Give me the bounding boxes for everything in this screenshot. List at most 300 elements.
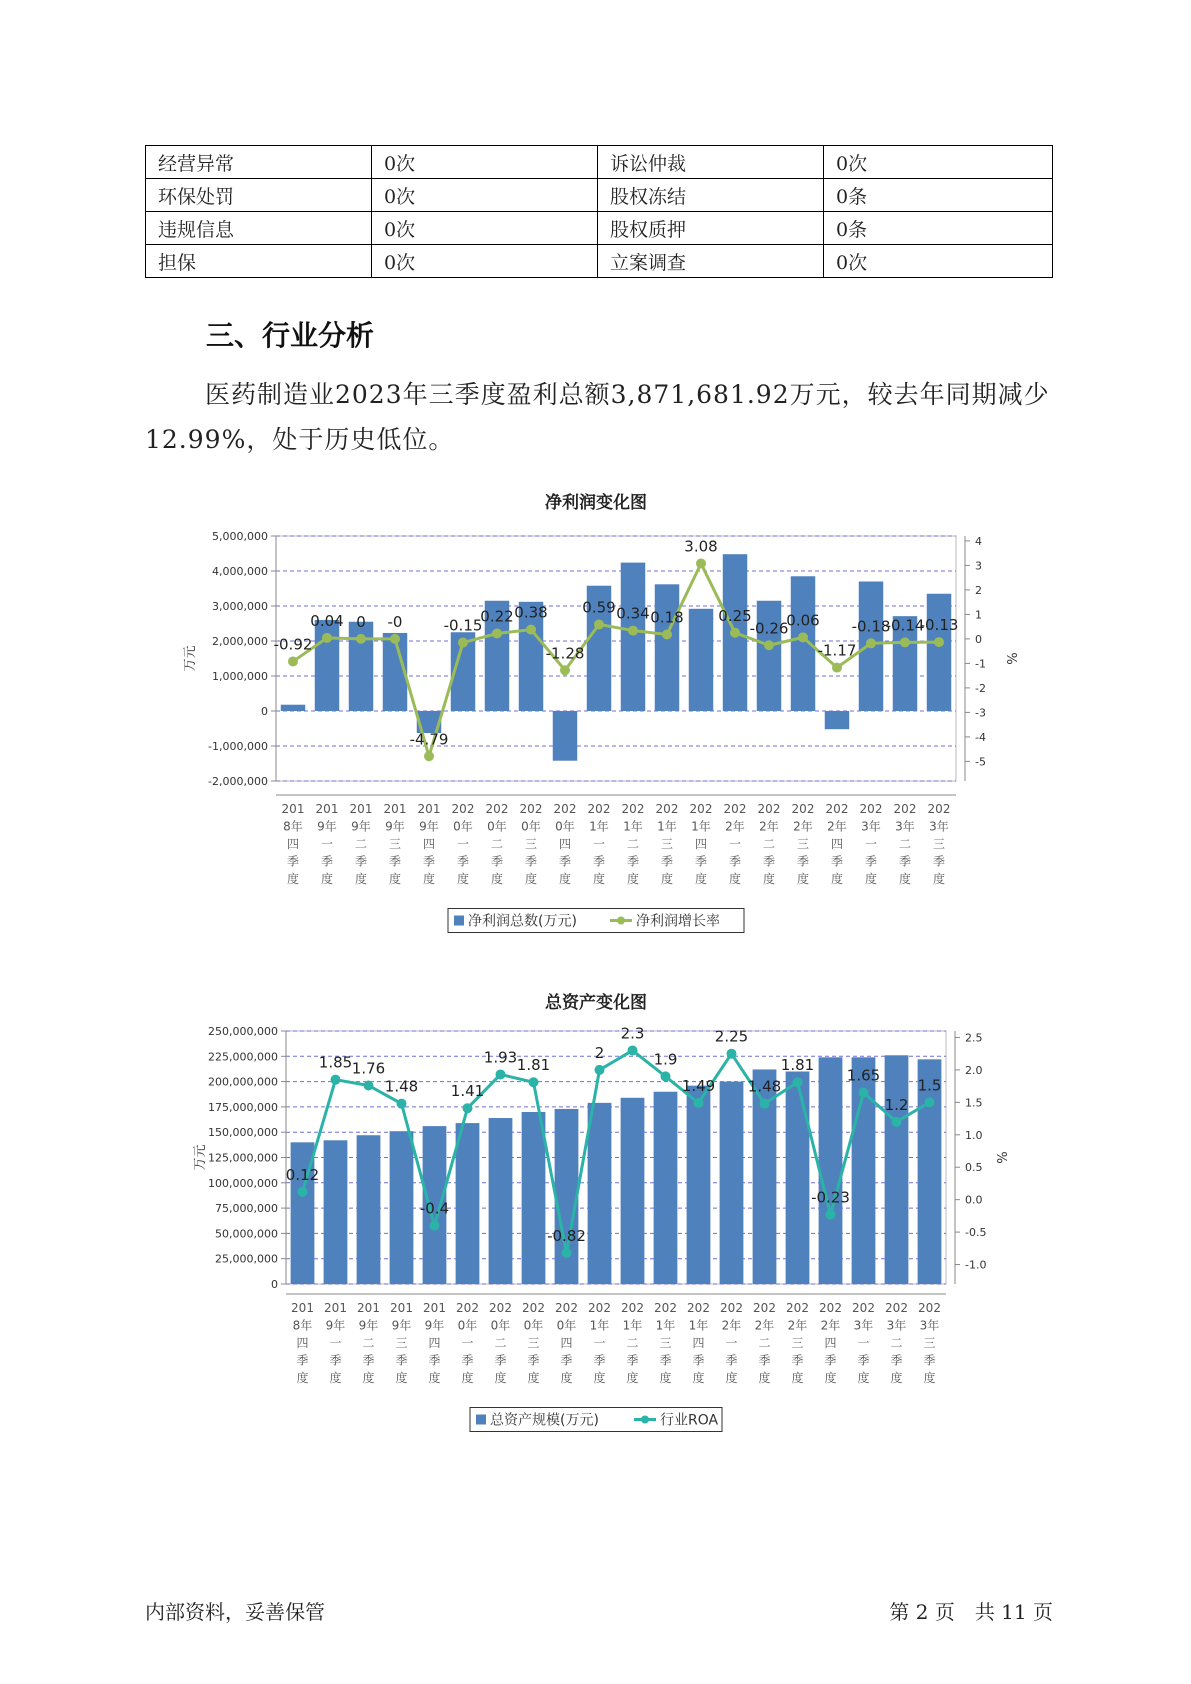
x-tick-label: 季 bbox=[388, 854, 402, 869]
x-tick-label: 202 bbox=[687, 1301, 710, 1315]
y-tick-label: -2,000,000 bbox=[208, 775, 268, 788]
line-point bbox=[458, 638, 468, 648]
data-label: -0.18 bbox=[851, 617, 891, 636]
y-tick-label: 1,000,000 bbox=[212, 670, 268, 683]
x-tick-label: 季 bbox=[286, 854, 300, 869]
x-tick-label: 一 bbox=[728, 837, 742, 851]
x-tick-label: 9年 bbox=[351, 819, 371, 834]
bar bbox=[324, 1140, 348, 1284]
x-tick-label: 季 bbox=[490, 854, 504, 869]
x-tick-label: 1年 bbox=[589, 1318, 610, 1333]
x-tick-label: 202 bbox=[553, 802, 577, 816]
x-tick-label: 2年 bbox=[721, 1318, 742, 1333]
line-point bbox=[832, 663, 842, 673]
x-tick-label: 202 bbox=[587, 802, 611, 816]
x-tick-label: 3年 bbox=[919, 1318, 940, 1333]
line-point bbox=[560, 665, 570, 675]
x-tick-label: 季 bbox=[592, 854, 606, 869]
data-label: -0.26 bbox=[749, 619, 789, 638]
bar bbox=[786, 1071, 810, 1284]
x-tick-label: 季 bbox=[890, 1353, 903, 1368]
x-tick-label: 度 bbox=[692, 1371, 705, 1385]
line-point bbox=[364, 1080, 374, 1090]
y2-tick-label: 4 bbox=[975, 534, 982, 548]
x-tick-label: 1年 bbox=[655, 1318, 676, 1333]
data-label: 0.34 bbox=[616, 604, 650, 623]
risk-item-label: 环保处罚 bbox=[146, 179, 372, 212]
table-row bbox=[146, 179, 1053, 212]
data-label: -0.15 bbox=[443, 616, 483, 635]
x-tick-label: 202 bbox=[786, 1301, 809, 1315]
x-tick-label: 三 bbox=[524, 837, 538, 851]
x-tick-label: 202 bbox=[757, 802, 781, 816]
bar bbox=[757, 601, 781, 711]
line-point bbox=[529, 1077, 539, 1087]
x-tick-label: 季 bbox=[524, 854, 538, 869]
y2-tick-label: 0.5 bbox=[965, 1161, 983, 1175]
table-row bbox=[146, 146, 1053, 179]
line-point bbox=[866, 638, 876, 648]
footer-right: 第 2 页 共 11 页 bbox=[889, 1600, 1053, 1624]
x-tick-label: 季 bbox=[824, 1353, 837, 1368]
line-point bbox=[562, 1248, 572, 1258]
x-tick-label: 季 bbox=[527, 1353, 540, 1368]
risk-item-value: 0次 bbox=[372, 245, 598, 278]
chart-title: 净利润变化图 bbox=[545, 493, 647, 513]
y2-tick-label: -4 bbox=[975, 730, 986, 744]
x-tick-label: 三 bbox=[932, 837, 946, 851]
x-tick-label: 季 bbox=[456, 854, 470, 869]
x-tick-label: 季 bbox=[762, 854, 776, 869]
x-tick-label: 度 bbox=[890, 1371, 903, 1385]
data-label: -1.28 bbox=[545, 644, 585, 663]
data-label: 1.41 bbox=[450, 1082, 485, 1101]
y-tick-label: 125,000,000 bbox=[208, 1151, 278, 1165]
x-tick-label: 度 bbox=[329, 1371, 342, 1385]
x-tick-label: 度 bbox=[560, 1371, 573, 1385]
x-tick-label: 二 bbox=[890, 1336, 903, 1350]
x-tick-label: 三 bbox=[659, 1336, 672, 1350]
data-label: 1.49 bbox=[681, 1077, 716, 1096]
x-tick-label: 度 bbox=[296, 1371, 309, 1385]
y-tick-label: 225,000,000 bbox=[208, 1050, 278, 1064]
legend-line-marker bbox=[617, 917, 625, 925]
x-tick-label: 202 bbox=[621, 802, 645, 816]
x-tick-label: 四 bbox=[296, 1336, 309, 1350]
x-tick-label: 度 bbox=[660, 872, 674, 886]
x-tick-label: 8年 bbox=[292, 1318, 313, 1333]
line-point bbox=[859, 1088, 869, 1098]
legend-item: 行业ROA bbox=[660, 1412, 719, 1429]
x-tick-label: 三 bbox=[923, 1336, 936, 1350]
data-label: 0.59 bbox=[582, 598, 616, 617]
x-tick-label: 202 bbox=[723, 802, 747, 816]
line-point bbox=[661, 1071, 671, 1081]
line-point bbox=[730, 628, 740, 638]
bar bbox=[390, 1131, 414, 1284]
bar bbox=[281, 705, 305, 711]
y2-tick-label: 2 bbox=[975, 583, 982, 597]
x-tick-label: 9年 bbox=[424, 1318, 445, 1333]
x-tick-label: 9年 bbox=[385, 819, 405, 834]
x-tick-label: 季 bbox=[593, 1353, 606, 1368]
x-tick-label: 三 bbox=[527, 1336, 540, 1350]
bar bbox=[720, 1082, 744, 1284]
x-tick-label: 二 bbox=[762, 837, 776, 851]
x-tick-label: 度 bbox=[725, 1371, 738, 1385]
line-point bbox=[764, 640, 774, 650]
y-tick-label: 0 bbox=[261, 705, 268, 718]
x-tick-label: 度 bbox=[494, 1371, 507, 1385]
line-point bbox=[694, 1098, 704, 1108]
bar bbox=[357, 1135, 381, 1284]
y2-tick-label: -1 bbox=[975, 657, 986, 671]
line-point bbox=[793, 1077, 803, 1087]
section-title: 三、行业分析 bbox=[206, 319, 375, 352]
x-tick-label: 202 bbox=[451, 802, 475, 816]
y-tick-label: 100,000,000 bbox=[208, 1176, 278, 1190]
x-tick-label: 一 bbox=[320, 837, 334, 851]
y2-tick-label: 1 bbox=[975, 608, 982, 622]
x-tick-label: 四 bbox=[558, 837, 572, 851]
x-tick-label: 度 bbox=[354, 872, 368, 886]
x-tick-label: 202 bbox=[689, 802, 713, 816]
line-point bbox=[628, 1045, 638, 1055]
risk-item-value: 0次 bbox=[372, 179, 598, 212]
data-label: 0.12 bbox=[285, 1165, 320, 1184]
x-tick-label: 季 bbox=[857, 1353, 870, 1368]
x-tick-label: 度 bbox=[758, 1371, 771, 1385]
data-label: 1.81 bbox=[780, 1056, 815, 1075]
x-tick-label: 度 bbox=[626, 872, 640, 886]
x-tick-label: 季 bbox=[728, 854, 742, 869]
x-tick-label: 一 bbox=[725, 1336, 738, 1350]
data-label: 0.22 bbox=[480, 607, 514, 626]
x-tick-label: 度 bbox=[422, 872, 436, 886]
x-tick-label: 201 bbox=[417, 802, 441, 816]
x-tick-label: 度 bbox=[456, 872, 470, 886]
data-label: 0.04 bbox=[310, 611, 344, 630]
y-tick-label: 75,000,000 bbox=[215, 1202, 278, 1216]
x-tick-label: 季 bbox=[560, 1353, 573, 1368]
line-point bbox=[900, 637, 910, 647]
x-tick-label: 1年 bbox=[622, 1318, 643, 1333]
data-label: 1.85 bbox=[318, 1053, 353, 1072]
x-tick-label: 四 bbox=[692, 1336, 705, 1350]
data-label: 1.93 bbox=[483, 1048, 518, 1067]
bar bbox=[655, 584, 679, 711]
x-tick-label: 季 bbox=[494, 1353, 507, 1368]
x-tick-label: 一 bbox=[592, 837, 606, 851]
line-point bbox=[397, 1099, 407, 1109]
line-point bbox=[798, 632, 808, 642]
x-tick-label: 一 bbox=[857, 1336, 870, 1350]
x-tick-label: 度 bbox=[898, 872, 912, 886]
x-tick-label: 3年 bbox=[895, 819, 915, 834]
x-tick-label: 季 bbox=[791, 1353, 804, 1368]
bar bbox=[522, 1112, 546, 1284]
x-tick-label: 0年 bbox=[453, 819, 473, 834]
line-point bbox=[322, 633, 332, 643]
x-tick-label: 二 bbox=[494, 1336, 507, 1350]
x-tick-label: 0年 bbox=[555, 819, 575, 834]
x-tick-label: 202 bbox=[588, 1301, 611, 1315]
x-tick-label: 度 bbox=[558, 872, 572, 886]
risk-item-label: 立案调查 bbox=[598, 245, 824, 278]
x-tick-label: 202 bbox=[918, 1301, 941, 1315]
x-tick-label: 度 bbox=[320, 872, 334, 886]
x-tick-label: 201 bbox=[324, 1301, 347, 1315]
risk-item-label: 经营异常 bbox=[146, 146, 372, 179]
x-tick-label: 度 bbox=[659, 1371, 672, 1385]
risk-item-value: 0次 bbox=[824, 245, 1053, 278]
x-tick-label: 8年 bbox=[283, 819, 303, 834]
y2-tick-label: 1.0 bbox=[965, 1128, 983, 1142]
x-tick-label: 202 bbox=[753, 1301, 776, 1315]
bar bbox=[885, 1055, 909, 1284]
x-tick-label: 季 bbox=[461, 1353, 474, 1368]
y-tick-label: 200,000,000 bbox=[208, 1075, 278, 1089]
x-tick-label: 202 bbox=[885, 1301, 908, 1315]
x-tick-label: 季 bbox=[395, 1353, 408, 1368]
x-tick-label: 季 bbox=[626, 854, 640, 869]
x-tick-label: 1年 bbox=[657, 819, 677, 834]
legend-bar-swatch bbox=[454, 916, 464, 926]
data-label: 1.9 bbox=[653, 1050, 678, 1069]
line-point bbox=[595, 1065, 605, 1075]
x-tick-label: 201 bbox=[357, 1301, 380, 1315]
data-label: -1.17 bbox=[817, 641, 857, 660]
line-point bbox=[288, 656, 298, 666]
bar bbox=[456, 1123, 480, 1284]
x-tick-label: 季 bbox=[830, 854, 844, 869]
bar bbox=[819, 1057, 843, 1284]
x-tick-label: 202 bbox=[654, 1301, 677, 1315]
bar bbox=[489, 1118, 513, 1284]
y2-tick-label: 0 bbox=[975, 632, 982, 646]
net-profit-chart bbox=[0, 490, 1191, 945]
x-tick-label: 201 bbox=[281, 802, 305, 816]
y-tick-label: 2,000,000 bbox=[212, 635, 268, 648]
x-tick-label: 四 bbox=[560, 1336, 573, 1350]
x-tick-label: 度 bbox=[593, 1371, 606, 1385]
line-point bbox=[892, 1117, 902, 1127]
x-tick-label: 度 bbox=[395, 1371, 408, 1385]
x-tick-label: 度 bbox=[791, 1371, 804, 1385]
data-label: 3.08 bbox=[684, 537, 718, 556]
x-tick-label: 四 bbox=[286, 837, 300, 851]
y-tick-label: -1,000,000 bbox=[208, 740, 268, 753]
bar bbox=[621, 1098, 645, 1284]
data-label: 2.25 bbox=[714, 1027, 749, 1046]
y-tick-label: 3,000,000 bbox=[212, 600, 268, 613]
line-point bbox=[925, 1097, 935, 1107]
x-tick-label: 四 bbox=[428, 1336, 441, 1350]
line-point bbox=[496, 1069, 506, 1079]
x-tick-label: 202 bbox=[522, 1301, 545, 1315]
data-label: -0.82 bbox=[547, 1226, 586, 1245]
x-tick-label: 1年 bbox=[589, 819, 609, 834]
x-tick-label: 季 bbox=[796, 854, 810, 869]
x-tick-label: 季 bbox=[692, 1353, 705, 1368]
x-tick-label: 2年 bbox=[787, 1318, 808, 1333]
line-point bbox=[826, 1210, 836, 1220]
data-label: 0.18 bbox=[650, 608, 684, 627]
risk-item-label: 诉讼仲裁 bbox=[598, 146, 824, 179]
bar bbox=[588, 1103, 612, 1284]
x-tick-label: 一 bbox=[456, 837, 470, 851]
x-tick-label: 3年 bbox=[853, 1318, 874, 1333]
data-label: -0.14 bbox=[885, 616, 925, 635]
bar bbox=[654, 1092, 678, 1284]
data-label: -4.79 bbox=[409, 730, 449, 749]
y-tick-label: 175,000,000 bbox=[208, 1100, 278, 1114]
line-point bbox=[934, 637, 944, 647]
x-tick-label: 三 bbox=[791, 1336, 804, 1350]
y2-tick-label: 2.0 bbox=[965, 1063, 983, 1077]
x-tick-label: 二 bbox=[362, 1336, 375, 1350]
x-tick-label: 度 bbox=[527, 1371, 540, 1385]
x-tick-label: 度 bbox=[728, 872, 742, 886]
data-label: 1.5 bbox=[917, 1076, 942, 1095]
data-label: 0 bbox=[356, 612, 366, 631]
chart-title: 总资产变化图 bbox=[545, 993, 647, 1013]
x-tick-label: 202 bbox=[621, 1301, 644, 1315]
data-label: 1.81 bbox=[516, 1056, 551, 1075]
data-label: 1.76 bbox=[351, 1059, 386, 1078]
line-point bbox=[760, 1099, 770, 1109]
x-tick-label: 季 bbox=[898, 854, 912, 869]
legend-line-marker bbox=[641, 1416, 649, 1424]
line-point bbox=[331, 1075, 341, 1085]
y2-tick-label: 2.5 bbox=[965, 1031, 983, 1045]
line-point bbox=[463, 1103, 473, 1113]
y2-tick-label: -2 bbox=[975, 681, 986, 695]
data-label: -0.92 bbox=[273, 635, 313, 654]
line-point bbox=[727, 1049, 737, 1059]
x-tick-label: 201 bbox=[349, 802, 373, 816]
x-tick-label: 3年 bbox=[886, 1318, 907, 1333]
x-tick-label: 季 bbox=[864, 854, 878, 869]
y2-axis-title: % bbox=[1003, 652, 1018, 665]
x-tick-label: 季 bbox=[626, 1353, 639, 1368]
line-point bbox=[696, 558, 706, 568]
y-tick-label: 0 bbox=[271, 1278, 278, 1291]
bar bbox=[825, 711, 849, 729]
data-label: 1.65 bbox=[846, 1066, 881, 1085]
total-assets-chart bbox=[0, 990, 1191, 1450]
risk-item-value: 0条 bbox=[824, 179, 1053, 212]
line-point bbox=[594, 619, 604, 629]
x-tick-label: 9年 bbox=[317, 819, 337, 834]
x-tick-label: 2年 bbox=[820, 1318, 841, 1333]
table-row bbox=[146, 245, 1053, 278]
y2-tick-label: 0.0 bbox=[965, 1193, 983, 1207]
x-tick-label: 3年 bbox=[861, 819, 881, 834]
x-tick-label: 季 bbox=[932, 854, 946, 869]
x-tick-label: 二 bbox=[490, 837, 504, 851]
x-tick-label: 0年 bbox=[487, 819, 507, 834]
x-tick-label: 度 bbox=[762, 872, 776, 886]
x-tick-label: 三 bbox=[388, 837, 402, 851]
data-label: 0.25 bbox=[718, 606, 752, 625]
x-tick-label: 202 bbox=[485, 802, 509, 816]
x-tick-label: 0年 bbox=[490, 1318, 511, 1333]
x-tick-label: 季 bbox=[422, 854, 436, 869]
x-tick-label: 季 bbox=[428, 1353, 441, 1368]
x-tick-label: 9年 bbox=[325, 1318, 346, 1333]
y-axis-title: 万元 bbox=[183, 645, 198, 672]
x-tick-label: 202 bbox=[927, 802, 951, 816]
table-row bbox=[146, 212, 1053, 245]
x-tick-label: 度 bbox=[694, 872, 708, 886]
x-tick-label: 四 bbox=[830, 837, 844, 851]
x-tick-label: 2年 bbox=[793, 819, 813, 834]
x-tick-label: 2年 bbox=[725, 819, 745, 834]
x-tick-label: 度 bbox=[932, 872, 946, 886]
x-tick-label: 季 bbox=[694, 854, 708, 869]
y2-tick-label: -0.5 bbox=[965, 1226, 987, 1240]
x-tick-label: 1年 bbox=[623, 819, 643, 834]
data-label: -0 bbox=[387, 612, 403, 631]
x-tick-label: 0年 bbox=[521, 819, 541, 834]
x-tick-label: 一 bbox=[864, 837, 878, 851]
x-tick-label: 202 bbox=[555, 1301, 578, 1315]
line-point bbox=[526, 625, 536, 635]
x-tick-label: 季 bbox=[362, 1353, 375, 1368]
x-tick-label: 度 bbox=[857, 1371, 870, 1385]
x-tick-label: 季 bbox=[659, 1353, 672, 1368]
x-tick-label: 0年 bbox=[523, 1318, 544, 1333]
x-tick-label: 季 bbox=[923, 1353, 936, 1368]
x-tick-label: 度 bbox=[461, 1371, 474, 1385]
x-tick-label: 度 bbox=[362, 1371, 375, 1385]
x-tick-label: 度 bbox=[864, 872, 878, 886]
x-tick-label: 度 bbox=[286, 872, 300, 886]
x-tick-label: 202 bbox=[655, 802, 679, 816]
y-tick-label: 25,000,000 bbox=[215, 1252, 278, 1266]
x-tick-label: 2年 bbox=[759, 819, 779, 834]
x-tick-label: 三 bbox=[395, 1336, 408, 1350]
x-tick-label: 0年 bbox=[556, 1318, 577, 1333]
risk-item-value: 0次 bbox=[824, 146, 1053, 179]
x-tick-label: 9年 bbox=[358, 1318, 379, 1333]
x-tick-label: 一 bbox=[593, 1336, 606, 1350]
x-tick-label: 季 bbox=[758, 1353, 771, 1368]
x-tick-label: 202 bbox=[852, 1301, 875, 1315]
x-tick-label: 季 bbox=[296, 1353, 309, 1368]
line-point bbox=[662, 629, 672, 639]
x-tick-label: 9年 bbox=[419, 819, 439, 834]
x-tick-label: 二 bbox=[898, 837, 912, 851]
x-tick-label: 季 bbox=[660, 854, 674, 869]
x-tick-label: 度 bbox=[592, 872, 606, 886]
legend-item: 净利润总数(万元) bbox=[468, 913, 577, 930]
x-tick-label: 1年 bbox=[688, 1318, 709, 1333]
x-tick-label: 三 bbox=[796, 837, 810, 851]
x-tick-label: 一 bbox=[329, 1336, 342, 1350]
risk-item-value: 0次 bbox=[372, 212, 598, 245]
x-tick-label: 二 bbox=[626, 1336, 639, 1350]
x-tick-label: 202 bbox=[720, 1301, 743, 1315]
bar bbox=[687, 1086, 711, 1284]
x-tick-label: 度 bbox=[490, 872, 504, 886]
x-tick-label: 季 bbox=[354, 854, 368, 869]
x-tick-label: 度 bbox=[428, 1371, 441, 1385]
y-tick-label: 50,000,000 bbox=[215, 1227, 278, 1241]
risk-item-value: 0条 bbox=[824, 212, 1053, 245]
x-tick-label: 201 bbox=[423, 1301, 446, 1315]
